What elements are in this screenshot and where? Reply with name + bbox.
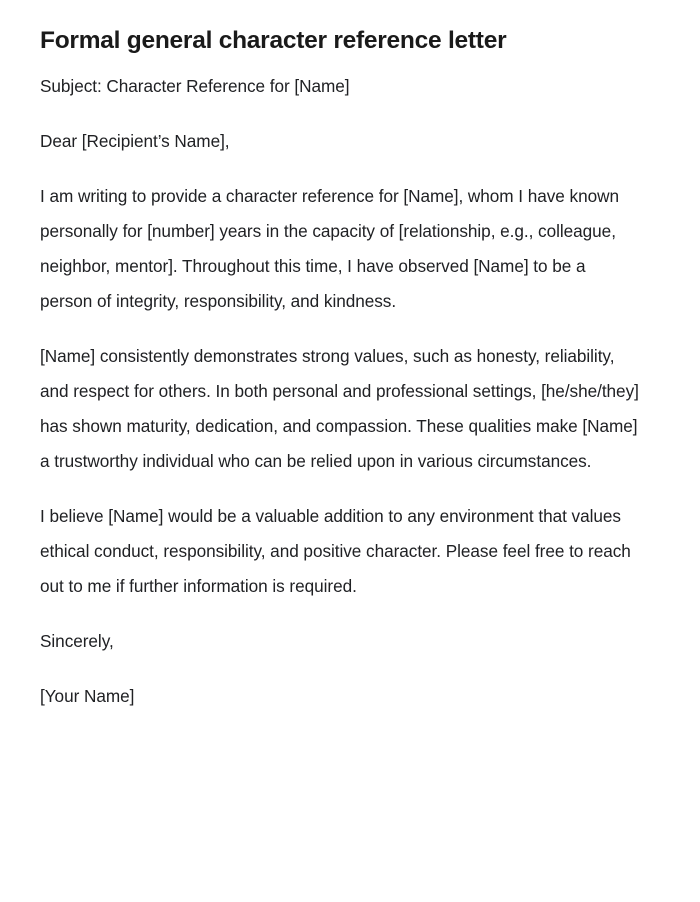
subject-line: Subject: Character Reference for [Name] xyxy=(40,76,350,96)
closing-salutation: Sincerely, xyxy=(40,631,114,651)
salutation: Dear [Recipient’s Name], xyxy=(40,131,230,151)
body-paragraph-1: I am writing to provide a character reference for [Name], whom I have known personally for [number] years in the capacity of [relationship, e.g., colleague, neighbor, mentor]. Throughout this time, I have observed [Name] to be a person of integrity, responsibility, and kindness. xyxy=(40,186,619,311)
body-paragraph-2: [Name] consistently demonstrates strong values, such as honesty, reliability, and respect for others. In both personal and professional settings, [he/she/they] has shown maturity, dedication, and compassion. These qualities make [Name] a trustworthy individual who can be relied upon in various circumstances. xyxy=(40,346,639,471)
letter-content xyxy=(40,0,640,714)
page-title: Formal general character reference letter xyxy=(40,27,507,54)
signature-name: [Your Name] xyxy=(40,686,135,706)
body-paragraph-3: I believe [Name] would be a valuable addition to any environment that values ethical conduct, responsibility, and positive character. Please feel free to reach out to me if further information is required. xyxy=(40,506,631,596)
